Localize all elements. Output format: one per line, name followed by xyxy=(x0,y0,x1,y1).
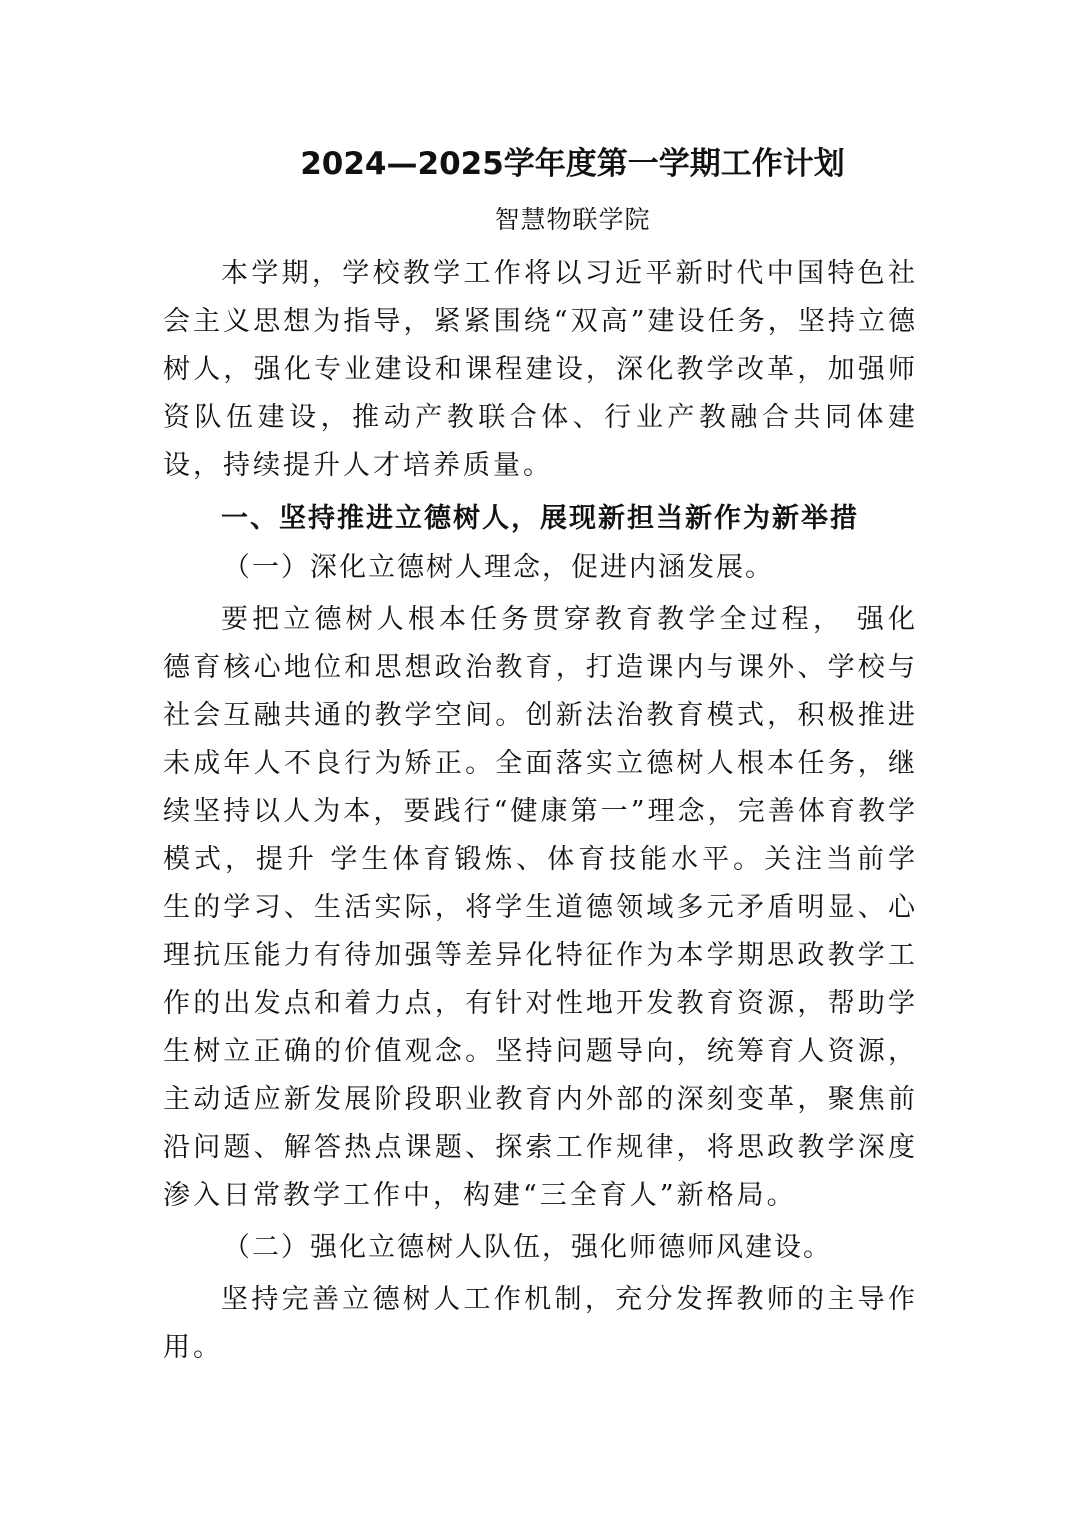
intro-paragraph: 本学期，学校教学工作将以习近平新时代中国特色社会主义思想为指导，紧紧围绕“双高”建设任务，坚持立德树人，强化专业建设和课程建设，深化教学改革，加强师资队伍建设，推动产教联合体、行业产教融合共同体建设，持续提升人才培养质量。 xyxy=(163,258,918,481)
document-body xyxy=(163,250,918,1372)
subsection-heading: （一）深化立德树人理念，促进内涵发展。 xyxy=(223,552,774,583)
subsection-paragraph: 要把立德树人根本任务贯穿教育教学全过程， 强化德育核心地位和思想政治教育，打造课内与课外、学校与社会互融共通的教学空间。创新法治教育模式，积极推进未成年人不良行为矫正。全面落实立德树人根本任务，继续坚持以人为本，要践行“健康第一”理念，完善体育教学模式，提升 学生体育锻炼、体育技能水平。关注当前学生的学习、生活实际，将学生道德领域多元矛盾明显、心理抗压能力有待加强等差异化特征作为本学期思政教学工作的出发点和着力点，有针对性地开发教育资源，帮助学生树立正确的价值观念。坚持问题导向，统筹育人资源，主动适应新发展阶段职业教育内外部的深刻变革，聚焦前沿问题、解答热点课题、探索工作规律，将思政教学深度渗入日常教学工作中，构建“三全育人”新格局。 xyxy=(163,604,918,1211)
subsection-paragraph: 坚持完善立德树人工作机制，充分发挥教师的主导作用。 xyxy=(163,1284,918,1363)
subsection-heading: （二）强化立德树人队伍，强化师德师风建设。 xyxy=(223,1232,832,1263)
section-heading: 一、坚持推进立德树人，展现新担当新作为新举措 xyxy=(221,503,859,534)
department-name: 智慧物联学院 xyxy=(494,205,651,234)
page-title: 2024—2025学年度第一学期工作计划 xyxy=(300,146,845,182)
